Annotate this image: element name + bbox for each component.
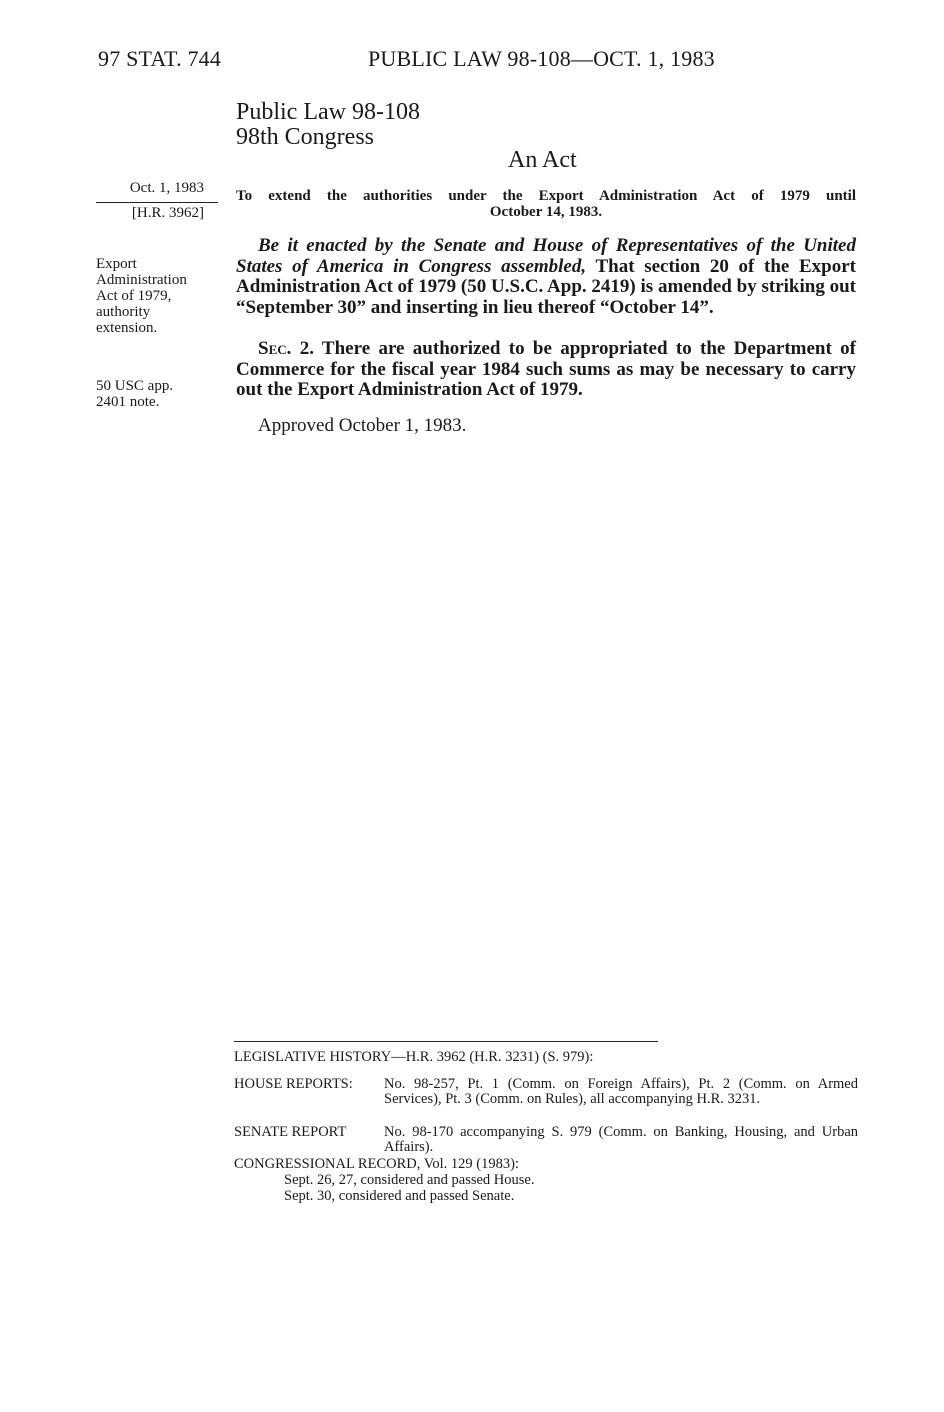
margin-topic-line: Administration <box>96 272 187 288</box>
margin-citation-line: 2401 note. <box>96 394 160 410</box>
senate-report-label: SENATE REPORT <box>234 1124 347 1140</box>
house-reports-label: HOUSE REPORTS: <box>234 1076 353 1092</box>
act-label: An Act <box>508 147 577 173</box>
margin-topic-line: authority <box>96 304 151 320</box>
congress-number: 98th Congress <box>236 124 374 150</box>
record-entry: Sept. 26, 27, considered and passed House. <box>284 1172 535 1188</box>
house-reports-text: No. 98-257, Pt. 1 (Comm. on Foreign Affairs), Pt. 2 (Comm. on Armed Services), Pt. 3 (Comm. on Rules), all accompanying H.R. 3231. <box>384 1076 858 1107</box>
purpose-line: To extend the authorities under the Export Administration Act of 1979 until <box>236 188 856 204</box>
margin-topic-line: Export <box>96 256 137 272</box>
section-2-label: Sec. 2. <box>258 338 314 359</box>
law-title-block <box>236 100 420 150</box>
section-2-text: There are authorized to be appropriated to the Department of Commerce for the fiscal year 1984 such sums as may be necessary to carry out the Export Administration Act of 1979. <box>236 338 856 400</box>
approval-line: Approved October 1, 1983. <box>258 415 467 436</box>
enacting-clause: Be it enacted by the Senate and House of Representatives of the United States of America in Congress assembled, <box>236 235 856 277</box>
margin-citation-note <box>96 378 173 410</box>
margin-topic-line: Act of 1979, <box>96 288 172 304</box>
margin-topic-note <box>96 256 187 336</box>
section-1-paragraph <box>236 236 856 318</box>
section-1-text: That section 20 of the Export Administration Act of 1979 (50 U.S.C. App. 2419) is amended by striking out “September 30” and inserting in lieu thereof “October 14”. <box>236 255 857 318</box>
record-entry: Sept. 30, considered and passed Senate. <box>284 1188 515 1204</box>
margin-citation-line: 50 USC app. <box>96 378 174 394</box>
congressional-record-heading: CONGRESSIONAL RECORD, Vol. 129 (1983): <box>234 1156 519 1172</box>
purpose-line: October 14, 1983. <box>489 204 603 220</box>
stat-page-number: 97 STAT. 744 <box>98 46 222 71</box>
margin-rule <box>96 202 218 203</box>
senate-report-text: No. 98-170 accompanying S. 979 (Comm. on Banking, Housing, and Urban Affairs). <box>384 1124 858 1155</box>
footer-rule <box>234 1041 658 1042</box>
margin-bill-number: [H.R. 3962] <box>131 205 204 221</box>
margin-topic-line: extension. <box>96 320 158 336</box>
margin-date: Oct. 1, 1983 <box>129 180 204 196</box>
legislative-history-heading: LEGISLATIVE HISTORY—H.R. 3962 (H.R. 3231) (S. 979): <box>234 1049 594 1065</box>
running-head: PUBLIC LAW 98-108—OCT. 1, 1983 <box>368 46 715 71</box>
purpose-statement <box>236 188 856 220</box>
public-law-number: Public Law 98-108 <box>236 99 420 125</box>
section-2-paragraph <box>236 339 856 401</box>
